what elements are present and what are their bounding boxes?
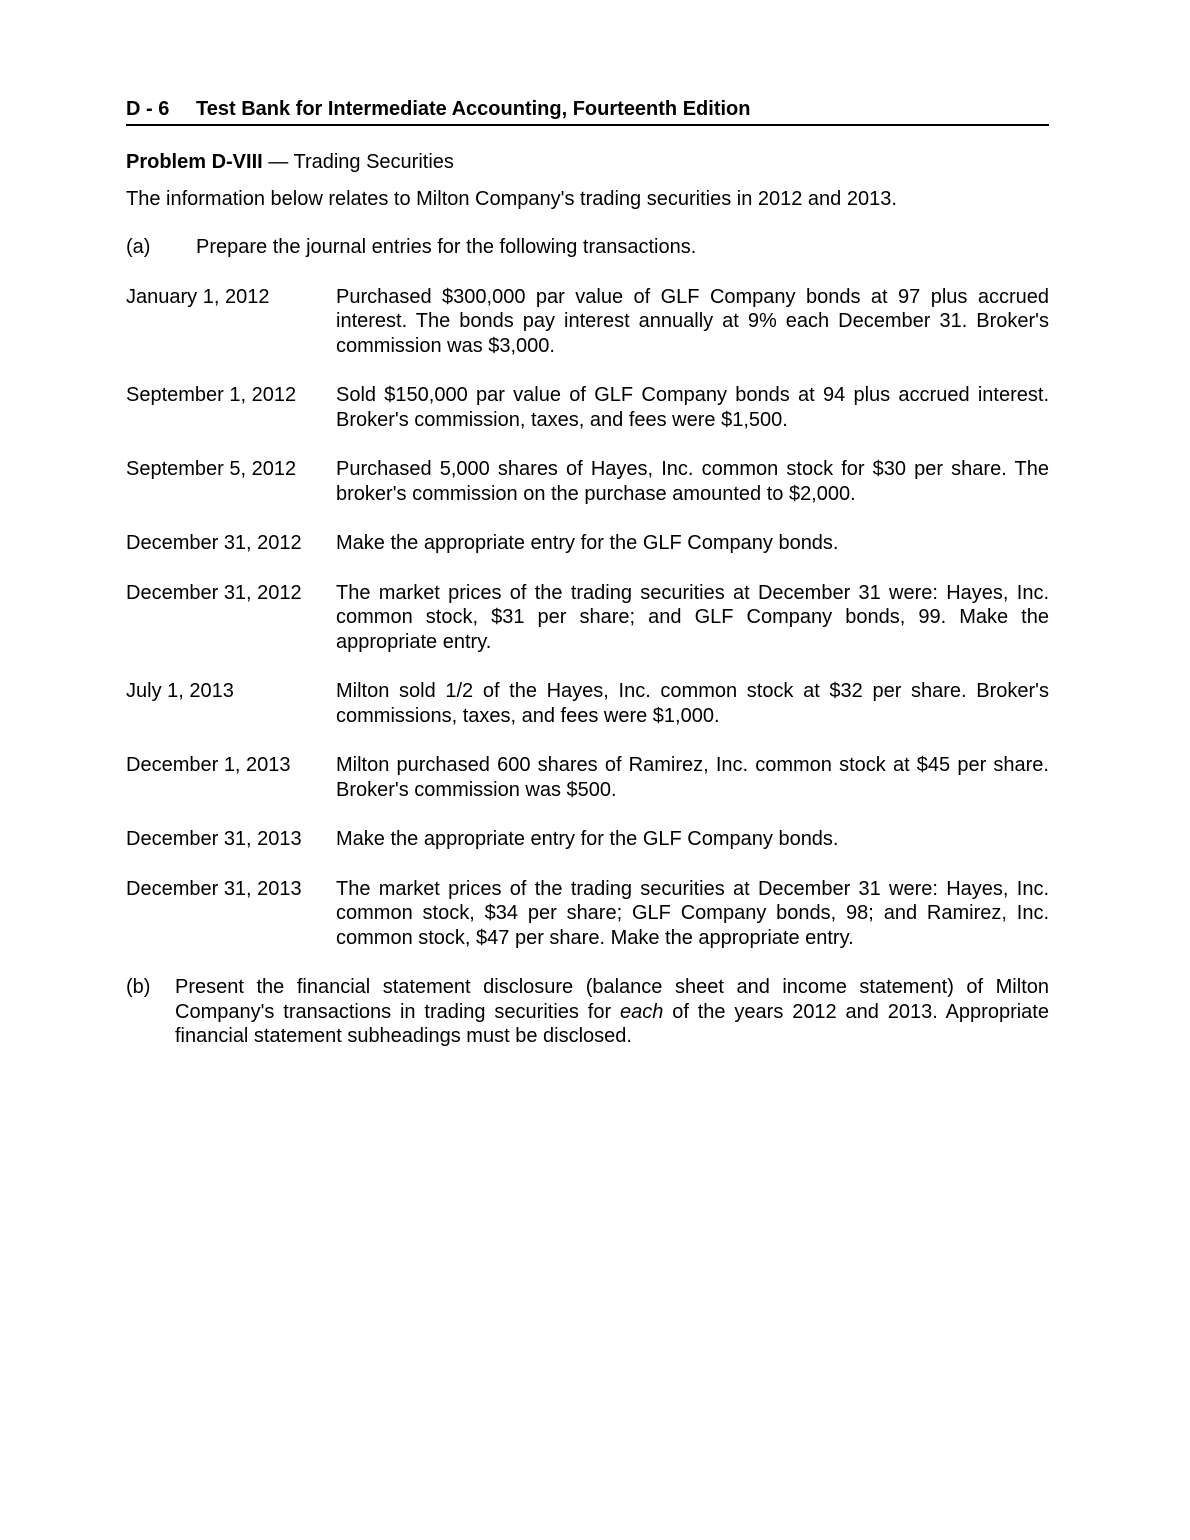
part-b-emphasis: each	[619, 1000, 664, 1023]
transaction-entry	[126, 383, 1049, 432]
transaction-description: Make the appropriate entry for the GLF Company bonds.	[336, 532, 839, 554]
transaction-description: The market prices of the trading securities at December 31 were: Hayes, Inc. common stock, $34 per share; GLF Company bonds, 98; and Ramirez, Inc. common stock, $47 per share. Make the appropriate entry.	[336, 877, 1049, 949]
transaction-description: The market prices of the trading securities at December 31 were: Hayes, Inc. common stock, $31 per share; and GLF Company bonds, 99. Make the appropriate entry.	[336, 581, 1049, 653]
title-separator: —	[262, 151, 294, 173]
document-page	[126, 97, 1049, 1049]
transaction-entry	[126, 877, 1049, 951]
part-b-label: (b)	[126, 976, 151, 998]
transaction-entry	[126, 679, 1049, 728]
problem-intro: The information below relates to Milton Company's trading securities in 2012 and 2013.	[126, 187, 897, 210]
transaction-date: December 31, 2012	[126, 532, 302, 554]
transaction-date: December 1, 2013	[126, 754, 291, 776]
transaction-entry	[126, 285, 1049, 359]
transaction-description: Sold $150,000 par value of GLF Company bonds at 94 plus accrued interest. Broker's commission, taxes, and fees were $1,500.	[336, 384, 1049, 431]
transaction-date: December 31, 2013	[126, 877, 302, 900]
transaction-entry	[126, 827, 1049, 852]
transaction-entry	[126, 531, 1049, 556]
transaction-description: Make the appropriate entry for the GLF Company bonds.	[336, 828, 839, 850]
book-title: Test Bank for Intermediate Accounting, Fourteenth Edition	[196, 98, 751, 120]
transaction-entry	[126, 581, 1049, 655]
transaction-description: Purchased 5,000 shares of Hayes, Inc. common stock for $30 per share. The broker's commission on the purchase amounted to $2,000.	[336, 458, 1049, 505]
transaction-date: September 1, 2012	[126, 384, 297, 406]
problem-title	[126, 150, 1049, 175]
problem-topic: Trading Securities	[293, 151, 454, 173]
transaction-entry	[126, 753, 1049, 802]
part-b-instruction	[126, 975, 1049, 1049]
part-a-instruction	[126, 235, 1049, 260]
transaction-date: January 1, 2012	[126, 285, 270, 308]
part-a-label: (a)	[126, 236, 151, 258]
transaction-description: Milton purchased 600 shares of Ramirez, Inc. common stock at $45 per share. Broker's commission was $500.	[336, 754, 1049, 801]
transaction-date: September 5, 2012	[126, 458, 297, 480]
transaction-entry	[126, 457, 1049, 506]
transaction-list	[126, 285, 1049, 951]
transaction-date: December 31, 2012	[126, 581, 302, 604]
part-b-text	[175, 975, 1049, 1049]
transaction-date: December 31, 2013	[126, 828, 302, 850]
problem-number: Problem D-VIII	[126, 151, 263, 173]
transaction-date: July 1, 2013	[126, 680, 234, 702]
page-header	[126, 97, 1049, 126]
part-b-text-after: of the years 2012 and 2013. Appropriate financial statement subheadings must be disclosed.	[175, 1000, 1049, 1047]
part-b-text-before: Present the financial statement disclosure (balance sheet and income statement) of Milton Company's transactions in trading securities for	[175, 976, 1049, 1023]
transaction-description: Purchased $300,000 par value of GLF Company bonds at 97 plus accrued interest. The bonds pay interest annually at 9% each December 31. Broker's commission was $3,000.	[336, 285, 1049, 357]
transaction-description: Milton sold 1/2 of the Hayes, Inc. common stock at $32 per share. Broker's commissions, taxes, and fees were $1,000.	[336, 680, 1049, 727]
part-a-text: Prepare the journal entries for the following transactions.	[196, 236, 697, 258]
page-code: D - 6	[126, 98, 170, 120]
